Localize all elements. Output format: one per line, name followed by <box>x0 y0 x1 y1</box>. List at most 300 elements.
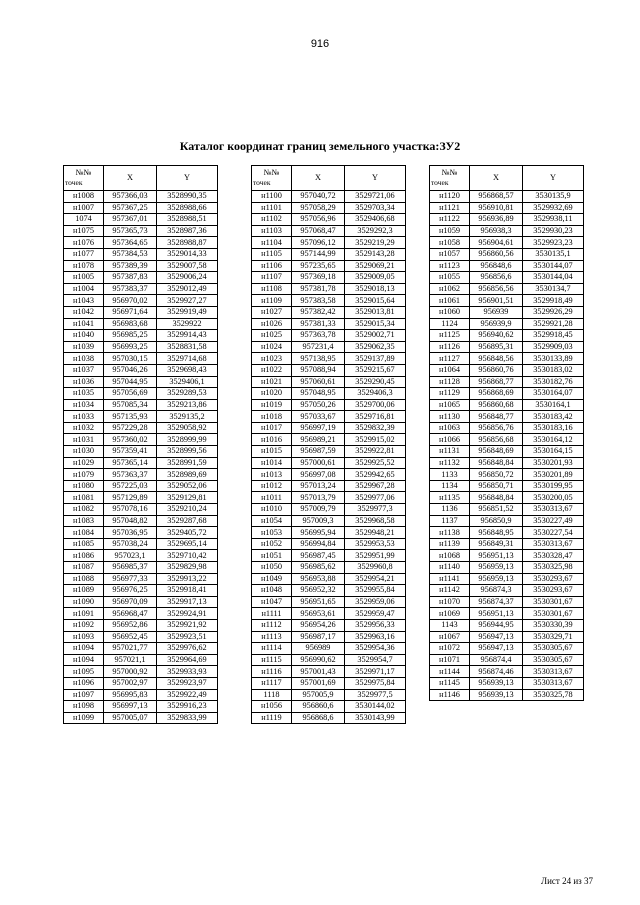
x-cell: 956939 <box>470 306 523 318</box>
y-cell: 3529927,27 <box>157 295 218 307</box>
y-cell: 3529695,14 <box>157 538 218 550</box>
point-number-cell: н1008 <box>64 191 104 203</box>
x-cell: 956850,9 <box>470 515 523 527</box>
x-cell: 956848,69 <box>470 446 523 458</box>
point-number-cell: н1072 <box>430 643 470 655</box>
y-cell: 3529960,8 <box>345 562 406 574</box>
x-cell: 956938,3 <box>470 225 523 237</box>
point-number-cell: 1074 <box>64 214 104 226</box>
point-number-cell: н1037 <box>64 364 104 376</box>
x-cell: 957001,43 <box>292 666 345 678</box>
table-row <box>64 608 218 620</box>
x-cell: 957078,16 <box>104 504 157 516</box>
point-number-cell: н1015 <box>252 446 292 458</box>
point-number-cell: н1018 <box>252 411 292 423</box>
point-number-cell: н1102 <box>252 214 292 226</box>
x-cell: 957060,61 <box>292 376 345 388</box>
y-cell: 3530313,67 <box>523 666 584 678</box>
table-row <box>252 295 406 307</box>
point-number-cell: н1056 <box>252 701 292 713</box>
table-row <box>64 399 218 411</box>
x-cell: 956989,21 <box>292 434 345 446</box>
table-row <box>252 631 406 643</box>
point-number-cell: н1109 <box>252 295 292 307</box>
table-row <box>430 527 584 539</box>
table-row <box>430 399 584 411</box>
y-cell: 3529406,3 <box>345 388 406 400</box>
table-row <box>430 538 584 550</box>
x-cell: 957367,25 <box>104 202 157 214</box>
y-cell: 3528987,36 <box>157 225 218 237</box>
y-cell: 3529135,2 <box>157 411 218 423</box>
point-number-cell: н1004 <box>64 283 104 295</box>
x-cell: 956995,83 <box>104 689 157 701</box>
y-cell: 3529919,49 <box>157 306 218 318</box>
table-row <box>430 608 584 620</box>
table-row <box>430 504 584 516</box>
y-cell: 3530144,02 <box>345 701 406 713</box>
point-number-cell: н1060 <box>430 306 470 318</box>
table-row <box>430 248 584 260</box>
point-number-cell: н1041 <box>64 318 104 330</box>
point-number-cell: н1010 <box>252 504 292 516</box>
point-number-cell: н1013 <box>252 469 292 481</box>
x-cell: 957048,95 <box>292 388 345 400</box>
table-row <box>64 480 218 492</box>
point-number-cell: н1071 <box>430 654 470 666</box>
y-cell: 3529710,42 <box>157 550 218 562</box>
point-number-cell: н1027 <box>252 306 292 318</box>
x-cell: 957044,95 <box>104 376 157 388</box>
point-number-cell: н1066 <box>430 434 470 446</box>
point-number-cell: н1125 <box>430 330 470 342</box>
y-cell: 3528999,56 <box>157 446 218 458</box>
table-row <box>252 643 406 655</box>
point-number-cell: н1038 <box>64 353 104 365</box>
x-cell: 956959,13 <box>470 573 523 585</box>
y-cell: 3529967,28 <box>345 480 406 492</box>
table-row <box>64 434 218 446</box>
point-number-cell: н1058 <box>430 237 470 249</box>
table-row <box>64 492 218 504</box>
y-cell: 3530301,67 <box>523 596 584 608</box>
table-row <box>252 376 406 388</box>
table-row <box>64 353 218 365</box>
x-cell: 957363,78 <box>292 330 345 342</box>
y-cell: 3529955,84 <box>345 585 406 597</box>
point-number-cell: н1026 <box>252 318 292 330</box>
table-row <box>64 550 218 562</box>
y-cell: 3528999,99 <box>157 434 218 446</box>
y-cell: 3530293,67 <box>523 585 584 597</box>
table-row <box>64 283 218 295</box>
table-row <box>430 306 584 318</box>
table-row <box>430 295 584 307</box>
y-cell: 3530183,16 <box>523 422 584 434</box>
x-header: X <box>470 166 523 191</box>
y-cell: 3529938,11 <box>523 214 584 226</box>
table-row <box>430 341 584 353</box>
point-number-cell: н1141 <box>430 573 470 585</box>
table-row <box>430 214 584 226</box>
y-cell: 3529914,43 <box>157 330 218 342</box>
y-cell: 3530199,95 <box>523 480 584 492</box>
y-cell: 3530227,49 <box>523 515 584 527</box>
x-cell: 957009,79 <box>292 504 345 516</box>
table-row <box>64 538 218 550</box>
table-row <box>430 202 584 214</box>
point-number-cell: н1053 <box>252 527 292 539</box>
y-cell: 3528990,35 <box>157 191 218 203</box>
table-row <box>64 260 218 272</box>
y-cell: 3529933,93 <box>157 666 218 678</box>
x-cell: 956910,81 <box>470 202 523 214</box>
x-cell: 957384,53 <box>104 248 157 260</box>
point-number-cell: н1031 <box>64 434 104 446</box>
point-number-cell: 1134 <box>430 480 470 492</box>
point-number-cell: н1097 <box>64 689 104 701</box>
point-number-cell: н1050 <box>252 562 292 574</box>
x-cell: 957013,79 <box>292 492 345 504</box>
point-number-cell: н1127 <box>430 353 470 365</box>
point-number-cell: н1030 <box>64 446 104 458</box>
table-row <box>252 504 406 516</box>
x-cell: 956874,46 <box>470 666 523 678</box>
point-number-cell: н1090 <box>64 596 104 608</box>
x-cell: 957365,14 <box>104 457 157 469</box>
x-cell: 957135,93 <box>104 411 157 423</box>
y-cell: 3529916,23 <box>157 701 218 713</box>
x-cell: 957369,18 <box>292 272 345 284</box>
x-cell: 957231,4 <box>292 341 345 353</box>
table-row <box>430 596 584 608</box>
table-row <box>64 388 218 400</box>
y-cell: 3529977,06 <box>345 492 406 504</box>
y-cell: 3529014,33 <box>157 248 218 260</box>
table-row <box>252 364 406 376</box>
x-cell: 956952,86 <box>104 619 157 631</box>
point-number-cell: н1036 <box>64 376 104 388</box>
point-number-cell: 1133 <box>430 469 470 481</box>
y-cell: 3529292,3 <box>345 225 406 237</box>
y-cell: 3529015,64 <box>345 295 406 307</box>
table-row <box>252 492 406 504</box>
point-number-cell: н1043 <box>64 295 104 307</box>
x-cell: 957364,65 <box>104 237 157 249</box>
y-cell: 3529923,97 <box>157 677 218 689</box>
y-header: Y <box>345 166 406 191</box>
x-cell: 956939,9 <box>470 318 523 330</box>
point-number-cell: 1137 <box>430 515 470 527</box>
y-cell: 3530329,71 <box>523 631 584 643</box>
table-row <box>64 364 218 376</box>
y-cell: 3529143,28 <box>345 248 406 260</box>
table-row <box>252 654 406 666</box>
table-row <box>64 504 218 516</box>
table-row <box>64 330 218 342</box>
y-cell: 3529219,29 <box>345 237 406 249</box>
x-cell: 956856,68 <box>470 434 523 446</box>
table-row <box>252 446 406 458</box>
y-cell: 3528988,51 <box>157 214 218 226</box>
table-row <box>430 515 584 527</box>
point-number-cell: н1049 <box>252 573 292 585</box>
y-cell: 3530328,47 <box>523 550 584 562</box>
point-number-cell: н1093 <box>64 631 104 643</box>
x-cell: 957381,78 <box>292 283 345 295</box>
point-number-cell: н1029 <box>64 457 104 469</box>
y-cell: 3529968,58 <box>345 515 406 527</box>
table-row <box>252 272 406 284</box>
x-cell: 956860,6 <box>292 701 345 713</box>
point-number-cell: н1082 <box>64 504 104 516</box>
x-cell: 956874,37 <box>470 596 523 608</box>
table-row <box>252 712 406 724</box>
point-number-cell: н1140 <box>430 562 470 574</box>
y-cell: 3529052,06 <box>157 480 218 492</box>
table-row <box>64 411 218 423</box>
table-row <box>64 376 218 388</box>
y-cell: 3530201,93 <box>523 457 584 469</box>
table-row <box>430 585 584 597</box>
point-number-cell: н1011 <box>252 492 292 504</box>
x-cell: 956939,13 <box>470 689 523 701</box>
x-cell: 956860,68 <box>470 399 523 411</box>
coordinates-table-3 <box>429 165 584 701</box>
table-row <box>430 689 584 701</box>
y-cell: 3529137,89 <box>345 353 406 365</box>
table-row <box>64 643 218 655</box>
point-number-cell: н1111 <box>252 608 292 620</box>
y-cell: 3529012,49 <box>157 283 218 295</box>
table-row <box>252 306 406 318</box>
header-points-label: точек <box>253 178 271 187</box>
y-cell: 3530164,12 <box>523 434 584 446</box>
table-row <box>430 573 584 585</box>
x-cell: 956940,62 <box>470 330 523 342</box>
point-number-cell: н1131 <box>430 446 470 458</box>
x-cell: 956970,09 <box>104 596 157 608</box>
y-cell: 3529006,24 <box>157 272 218 284</box>
table-row <box>252 562 406 574</box>
y-cell: 3529832,39 <box>345 422 406 434</box>
y-cell: 3529948,21 <box>345 527 406 539</box>
point-number-cell: н1052 <box>252 538 292 550</box>
point-number-cell: н1107 <box>252 272 292 284</box>
x-cell: 956850,72 <box>470 469 523 481</box>
table-row <box>64 631 218 643</box>
x-cell: 956850,71 <box>470 480 523 492</box>
table-row <box>430 469 584 481</box>
x-cell: 956856,76 <box>470 422 523 434</box>
y-cell: 3529700,06 <box>345 399 406 411</box>
y-cell: 3529922,81 <box>345 446 406 458</box>
point-number-cell: н1077 <box>64 248 104 260</box>
y-cell: 3529975,84 <box>345 677 406 689</box>
table-row <box>252 237 406 249</box>
x-cell: 956951,13 <box>470 550 523 562</box>
y-cell: 3529716,81 <box>345 411 406 423</box>
x-cell: 957387,83 <box>104 272 157 284</box>
y-cell: 3529406,1 <box>157 376 218 388</box>
table-row <box>64 214 218 226</box>
point-number-cell: н1135 <box>430 492 470 504</box>
x-cell: 957046,26 <box>104 364 157 376</box>
point-number-cell: н1142 <box>430 585 470 597</box>
y-cell: 3529977,3 <box>345 504 406 516</box>
table-row <box>64 666 218 678</box>
table-row <box>252 330 406 342</box>
x-cell: 956993,25 <box>104 341 157 353</box>
table-row <box>252 550 406 562</box>
y-cell: 3530200,05 <box>523 492 584 504</box>
x-cell: 957229,28 <box>104 422 157 434</box>
table-row <box>252 538 406 550</box>
point-number-cell: н1039 <box>64 341 104 353</box>
table-row <box>252 341 406 353</box>
y-cell: 3529714,68 <box>157 353 218 365</box>
y-cell: 3529210,24 <box>157 504 218 516</box>
table-row <box>252 608 406 620</box>
y-cell: 3529721,06 <box>345 191 406 203</box>
table-row <box>252 619 406 631</box>
point-number-cell: н1025 <box>252 330 292 342</box>
table-row <box>430 191 584 203</box>
point-number-cell: н1095 <box>64 666 104 678</box>
x-cell: 957056,96 <box>292 214 345 226</box>
header-num-label: №№ <box>263 168 280 177</box>
y-cell: 3529290,45 <box>345 376 406 388</box>
table-row <box>252 677 406 689</box>
y-cell: 3529954,36 <box>345 643 406 655</box>
x-cell: 956848,56 <box>470 353 523 365</box>
table-row <box>64 469 218 481</box>
x-cell: 956997,19 <box>292 422 345 434</box>
x-cell: 956868,57 <box>470 191 523 203</box>
point-number-cell: н1139 <box>430 538 470 550</box>
point-number-cell: н1081 <box>64 492 104 504</box>
x-cell: 957005,07 <box>104 712 157 724</box>
table-row <box>252 353 406 365</box>
table-row <box>430 260 584 272</box>
y-cell: 3529018,13 <box>345 283 406 295</box>
point-number-cell: н1104 <box>252 237 292 249</box>
point-number-cell: н1016 <box>252 434 292 446</box>
point-number-header <box>64 166 104 191</box>
x-cell: 956952,45 <box>104 631 157 643</box>
point-number-cell: н1020 <box>252 388 292 400</box>
point-number-cell: н1061 <box>430 295 470 307</box>
x-cell: 956952,32 <box>292 585 345 597</box>
x-cell: 957383,37 <box>104 283 157 295</box>
table-row <box>252 388 406 400</box>
y-header: Y <box>523 166 584 191</box>
sheet-footer: Лист 24 из 37 <box>541 876 593 886</box>
x-cell: 957021,77 <box>104 643 157 655</box>
point-number-cell: н1023 <box>252 353 292 365</box>
page-number: 916 <box>310 38 330 50</box>
x-cell: 956987,17 <box>292 631 345 643</box>
y-cell: 3530325,98 <box>523 562 584 574</box>
point-number-cell: н1088 <box>64 573 104 585</box>
x-cell: 956976,25 <box>104 585 157 597</box>
x-cell: 956895,31 <box>470 341 523 353</box>
point-number-cell: н1047 <box>252 596 292 608</box>
x-cell: 957381,33 <box>292 318 345 330</box>
y-cell: 3528988,66 <box>157 202 218 214</box>
point-number-cell: н1113 <box>252 631 292 643</box>
point-number-cell: н1075 <box>64 225 104 237</box>
point-number-cell: н1112 <box>252 619 292 631</box>
table-row <box>252 666 406 678</box>
x-cell: 957048,82 <box>104 515 157 527</box>
table-row <box>430 434 584 446</box>
y-cell: 3530305,67 <box>523 654 584 666</box>
point-number-cell: н1101 <box>252 202 292 214</box>
point-number-cell: н1099 <box>64 712 104 724</box>
x-cell: 957138,95 <box>292 353 345 365</box>
x-cell: 956848,84 <box>470 492 523 504</box>
point-number-cell: н1070 <box>430 596 470 608</box>
point-number-cell: н1130 <box>430 411 470 423</box>
table-row <box>252 689 406 701</box>
y-cell: 3529959,06 <box>345 596 406 608</box>
coordinates-table-1 <box>63 165 218 724</box>
y-cell: 3530305,67 <box>523 643 584 655</box>
x-cell: 956985,37 <box>104 562 157 574</box>
y-cell: 3529925,52 <box>345 457 406 469</box>
x-cell: 956977,33 <box>104 573 157 585</box>
table-row <box>252 469 406 481</box>
table-row <box>252 585 406 597</box>
point-number-cell: н1055 <box>430 272 470 284</box>
y-cell: 3529002,71 <box>345 330 406 342</box>
y-cell: 3529930,23 <box>523 225 584 237</box>
y-cell: 3529917,13 <box>157 596 218 608</box>
x-cell: 957366,03 <box>104 191 157 203</box>
x-cell: 956987,59 <box>292 446 345 458</box>
y-cell: 3529915,02 <box>345 434 406 446</box>
y-cell: 3530330,39 <box>523 619 584 631</box>
point-number-cell: н1076 <box>64 237 104 249</box>
y-cell: 3529923,23 <box>523 237 584 249</box>
point-number-cell: н1022 <box>252 364 292 376</box>
y-cell: 3530182,76 <box>523 376 584 388</box>
y-cell: 3530313,67 <box>523 504 584 516</box>
y-cell: 3529287,68 <box>157 515 218 527</box>
x-cell: 956947,13 <box>470 643 523 655</box>
point-number-cell: н1064 <box>430 364 470 376</box>
y-cell: 3529405,72 <box>157 527 218 539</box>
x-cell: 956997,13 <box>104 701 157 713</box>
x-cell: 956947,13 <box>470 631 523 643</box>
y-cell: 3529015,34 <box>345 318 406 330</box>
page-title: Каталог координат границ земельного участка:ЗУ2 <box>179 139 461 153</box>
table-row <box>430 225 584 237</box>
x-cell: 957363,37 <box>104 469 157 481</box>
table-row <box>430 283 584 295</box>
x-cell: 956970,02 <box>104 295 157 307</box>
table-row <box>430 446 584 458</box>
point-number-cell: н1122 <box>430 214 470 226</box>
point-number-cell: н1129 <box>430 388 470 400</box>
table-row <box>252 260 406 272</box>
table-row <box>64 712 218 724</box>
x-cell: 957050,26 <box>292 399 345 411</box>
point-number-cell: н1012 <box>252 480 292 492</box>
x-cell: 956985,62 <box>292 562 345 574</box>
y-header: Y <box>157 166 218 191</box>
